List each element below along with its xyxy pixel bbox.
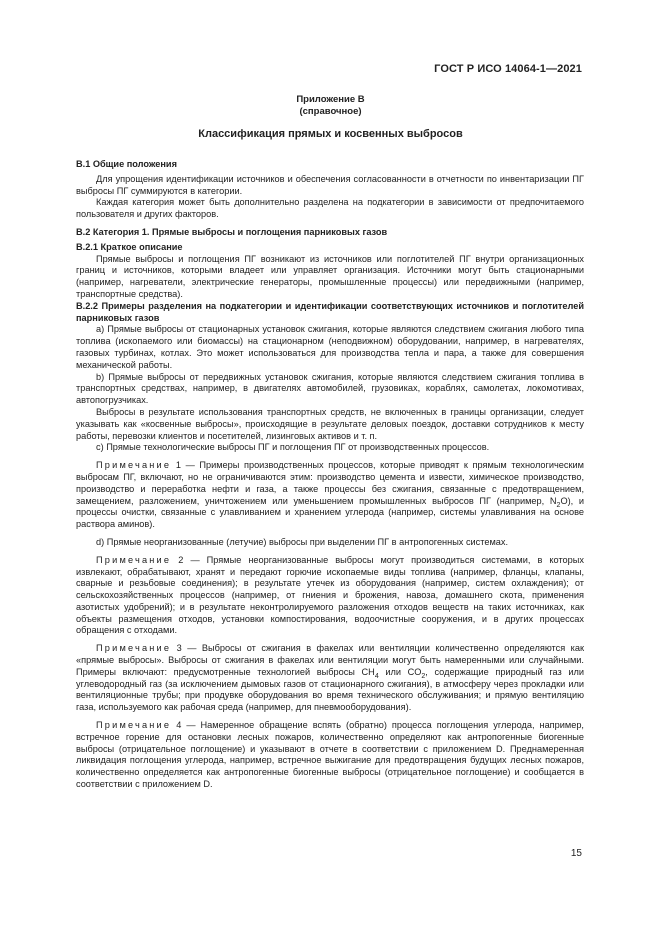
note-3: [76, 643, 584, 714]
note-1: [76, 460, 584, 531]
item-c: c) Прямые технологические выбросы ПГ и поглощения ПГ от производственных процессов.: [96, 442, 490, 453]
note-text: или CO: [378, 666, 422, 677]
section-b2-heading: B.2 Категория 1. Прямые выбросы и поглощения парниковых газов: [76, 226, 388, 237]
subscript: 2: [421, 672, 426, 680]
item-d: d) Прямые неорганизованные (летучие) выбросы при выделении ПГ в антропогенных системах.: [96, 536, 509, 547]
section-b22-heading: B.2.2 Примеры разделения на подкатегории и идентификации соответствующих источников и поглотителей парниковых газов: [76, 300, 584, 323]
note-text: O), и процессы очистки, связанные с улавливанием и хранением углерода (например, системы улавливания на основе раствора аминов).: [76, 495, 585, 530]
note-4: [76, 720, 584, 791]
document-body: [76, 159, 584, 791]
note-label: Примечание: [96, 643, 172, 654]
note-number: 1: [175, 460, 181, 471]
note-2: [76, 555, 584, 638]
note-number: 3: [176, 643, 182, 654]
annex-heading: [0, 94, 661, 118]
note-number: 2: [178, 554, 184, 565]
section-b1-paragraph-2: Каждая категория может быть дополнительно разделена на подкатегории в зависимости от предпочитаемого пользователя и других факторов.: [76, 197, 584, 220]
section-b1-paragraph-1: Для упрощения идентификации источников и обеспечения согласованности в отчетности по инвентаризации ПГ выбросы ПГ суммируются в категории.: [76, 173, 584, 196]
note-text: — Прямые неорганизованные выбросы могут производиться системами, в которых извлекают, обрабатывают, хранят и передают горючие ископаемые виды топлива (например, фланцы, клапаны, сварные и резьбовые соединения); в результате утечек из оборудования (например, систем охлаждения); от сельскохозяйственных процессов (например, от гниения и брожения, навоза, домашнего скота, применения азотистых удобрений); и в результате неконтролируемого разложения отходов веществ на таких источниках, как объекты размещения отходов, установки компостирования, водоочистные сооружения, и в других процессах обращения с отходами.: [76, 554, 584, 636]
note-label: Примечание: [96, 554, 172, 565]
section-b21-paragraph: Прямые выбросы и поглощения ПГ возникают из источников или поглотителей ПГ внутри организационных границ и источников, которыми владеет или управляет организация. Источники могут быть стационарными (например, нагреватели, электрические генераторы, промышленные процессы) или передвижными (например, транспортные средства).: [76, 253, 584, 299]
subscript: 4: [374, 672, 379, 680]
note-label: Примечание: [96, 460, 172, 471]
section-b1-heading: B.1 Общие положения: [76, 159, 177, 169]
item-b: b) Прямые выбросы от передвижных установок сжигания, которые являются следствием сжигания топлива в транспортных средствах, например, в двигателях автомобилей, грузовиках, кораблях, самолетах, локомотивах, автопогрузчиках.: [76, 371, 584, 406]
section-b21-heading: B.2.1 Краткое описание: [76, 241, 183, 252]
note-number: 4: [176, 720, 182, 731]
annex-title: Приложение B: [296, 94, 365, 105]
subscript: 2: [556, 501, 561, 509]
note-text: — Выбросы от сжигания в факелах или вентиляции количественно определяются как «прямые выбросы». Выбросы от сжигания в факелах или вентиляции могут быть намеренными или случайными. Примеры включают: предусмотренные технологией выбросы CH: [76, 643, 584, 677]
note-text: — Намеренное обращение вспять (обратно) процесса поглощения углерода, например, встречное горение для остановки лесных пожаров, количественно определяют как антропогенные биогенные выбросы (отрицательное поглощение) и указывают в отчете в соответствии с приложением D. Преднамеренная ликвидация поглощения углерода, например, встречное выжигание для предотвращения будущих лесных пожаров, количественно определяется как антропогенные биогенные выбросы (отрицательное поглощение) и сообщается в соответствии с приложением D.: [76, 720, 584, 790]
note-text: — Примеры производственных процессов, которые приводят к прямым технологическим выбросам ПГ, включают, но не ограничиваются этим: производство цемента и извести, химическое производство, производство и переработка нефти и газа, а также процессы без сжигания, связанные с предотвращением, замещением, разложением, уничтожением или уменьшением промышленных выбросов ПГ (например, N: [76, 460, 584, 506]
main-title: Классификация прямых и косвенных выбросов: [198, 128, 463, 140]
item-b-continuation: Выбросы в результате использования транспортных средств, не включенных в границы организации, следует указывать как «косвенные выбросы», происходящие в результате деловых поездок, доставки сотрудников к месту работы, перевозки клиентов и посетителей, лизинговых активов и т. п.: [76, 406, 584, 441]
note-label: Примечание: [96, 720, 172, 731]
page-number: 15: [570, 848, 582, 859]
note-text: , содержащие природный газ или углеводородный газ (за исключением дымовых газов от стационарного сжигания), в атмосферу через прокладки или вентиляционные трубы; при продувке оборудования во время технического обслуживания; и прямую вентиляцию газа, используемого как рабочая среда (например, для пневмооборудования).: [76, 666, 585, 713]
item-a: a) Прямые выбросы от стационарных установок сжигания, которые являются следствием сжигания любого типа топлива (ископаемого или биомассы) на стационарном (неподвижном) оборудовании, например, в нагревателях, газовых турбинах, котлах. Это может использоваться для производства тепла и пара, а также для совершения механической работы.: [76, 324, 584, 370]
standard-code: ГОСТ Р ИСО 14064-1—2021: [434, 63, 582, 75]
annex-subtitle: (справочное): [299, 106, 362, 117]
